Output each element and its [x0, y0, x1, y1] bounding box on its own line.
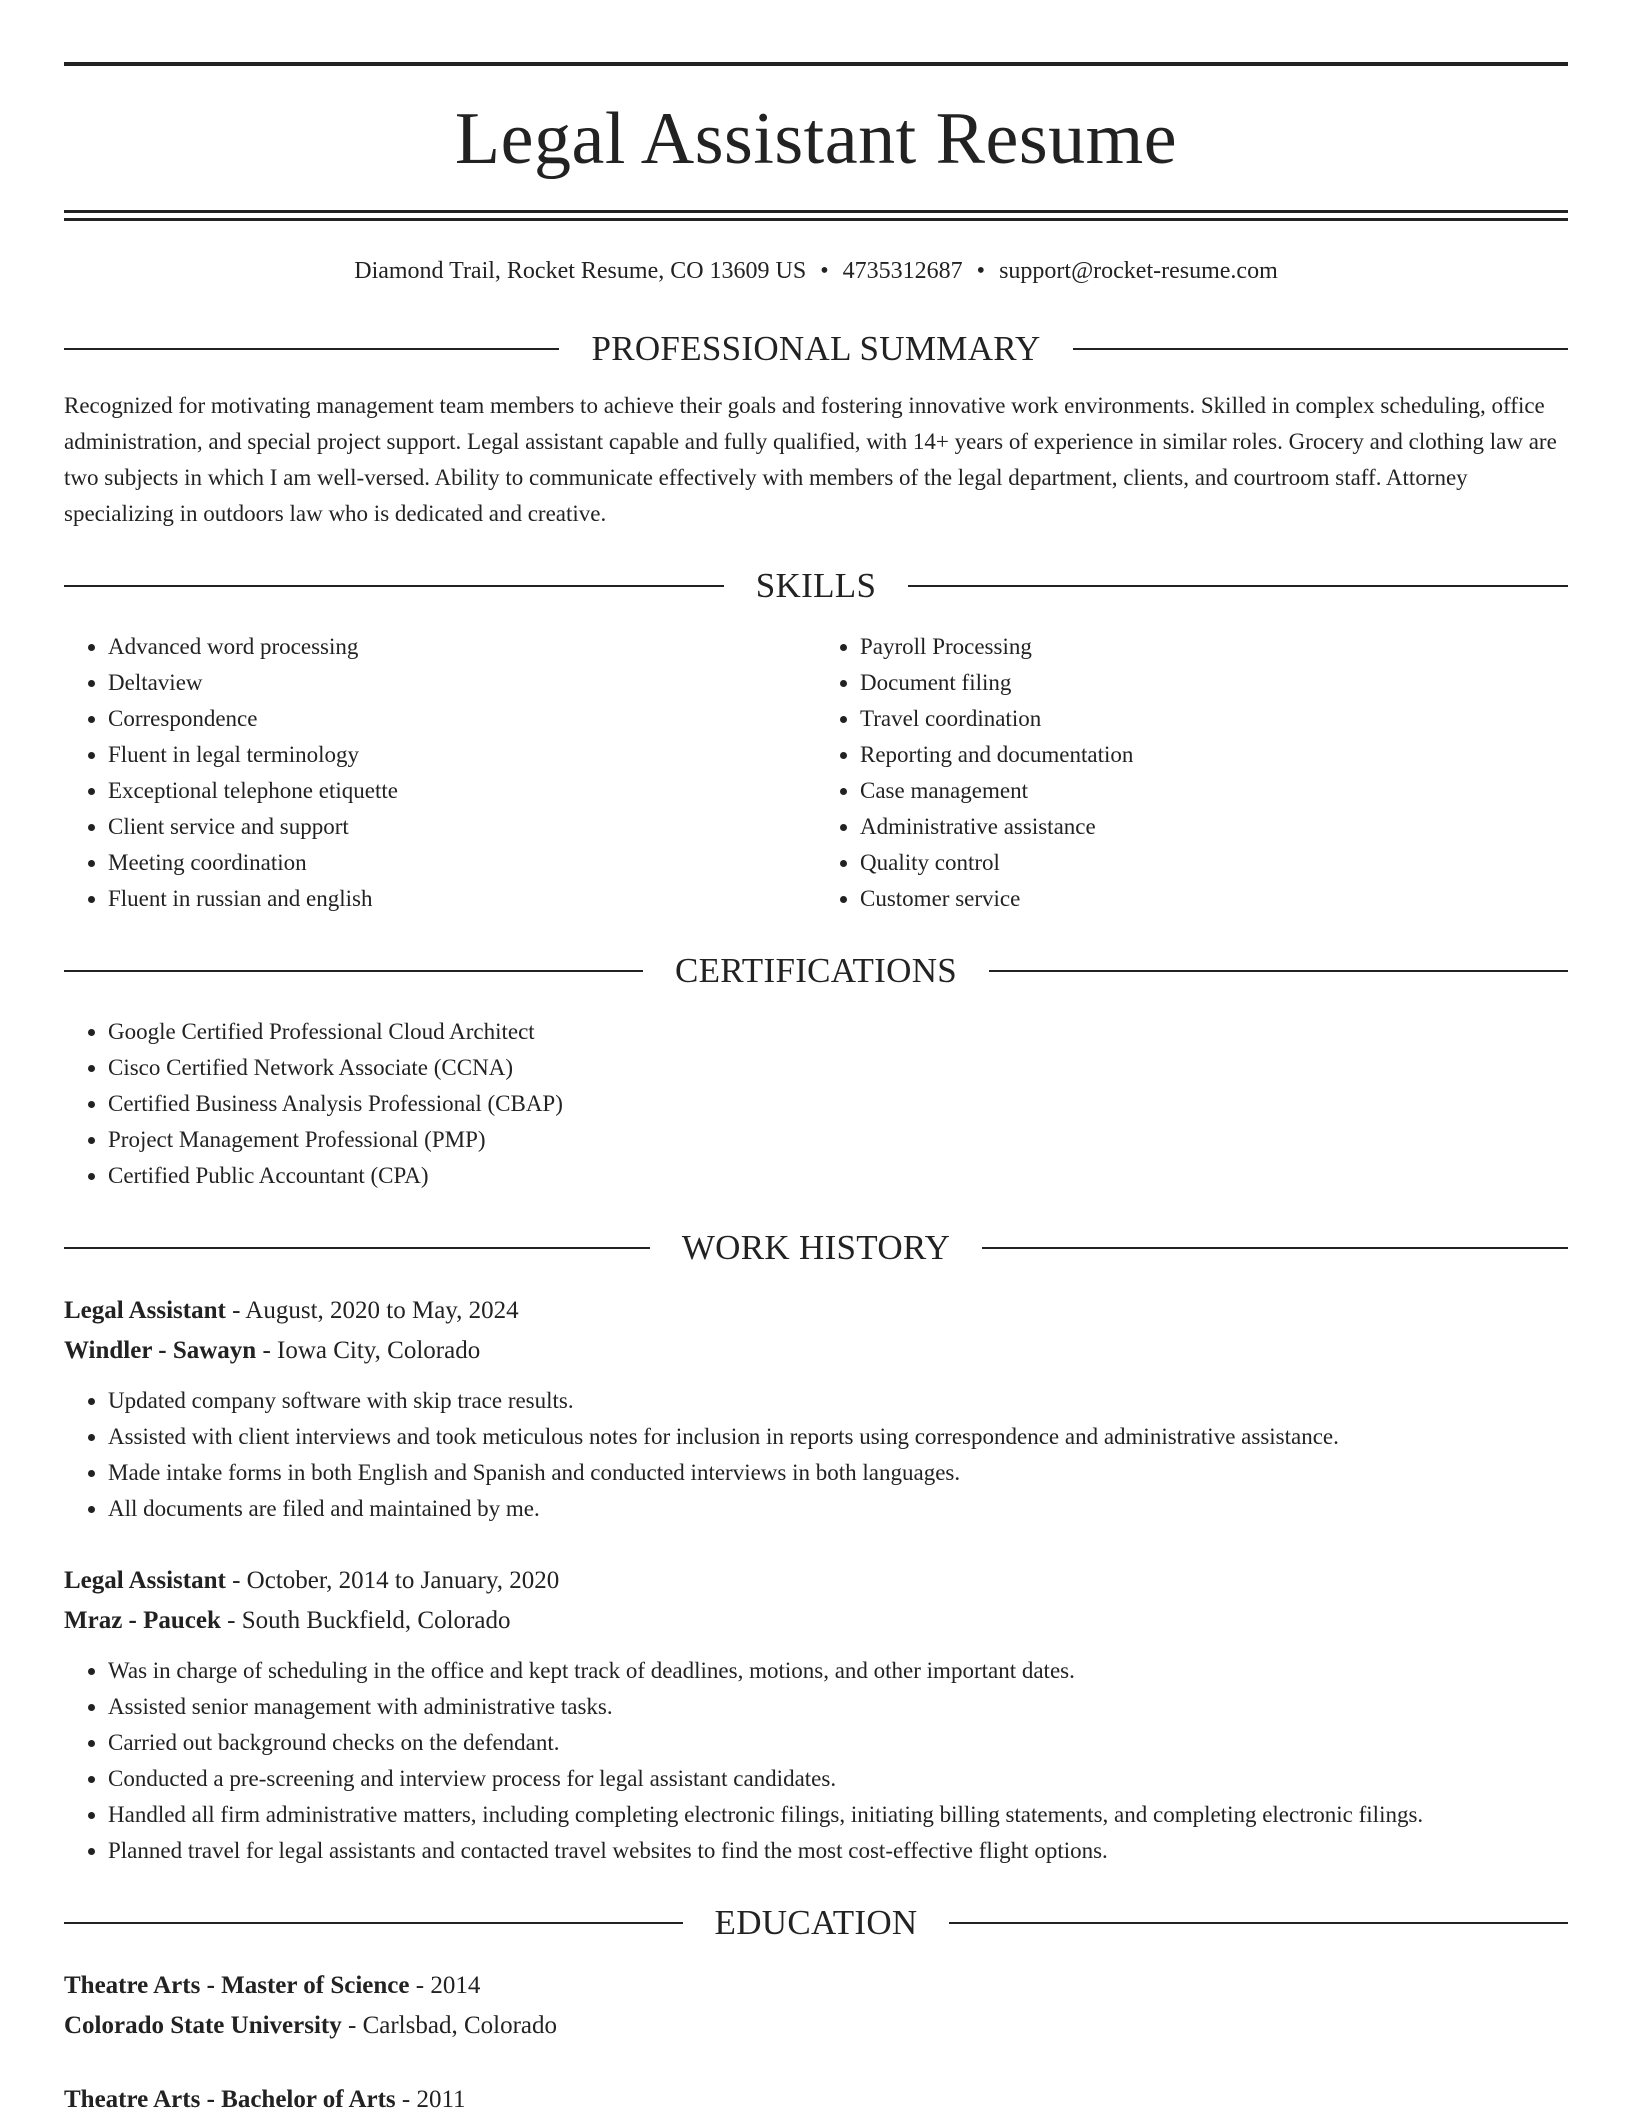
skill-item: • Travel coordination	[860, 701, 1568, 737]
education-degree: Theatre Arts - Master of Science	[64, 1972, 410, 1999]
phone: 4735312687	[842, 258, 963, 284]
section-title: EDUCATION	[714, 1903, 918, 1942]
certification-item: • Certified Public Accountant (CPA)	[108, 1158, 1568, 1194]
section-heading-summary	[64, 331, 1568, 366]
education-entry	[64, 2080, 1568, 2120]
skill-item: • Advanced word processing	[108, 629, 816, 665]
contact-line	[64, 259, 1568, 283]
heading-rule	[64, 1247, 650, 1249]
section-title: PROFESSIONAL SUMMARY	[591, 329, 1041, 368]
education-year: - 2011	[395, 2086, 466, 2113]
job-bullet: • All documents are filed and maintained by me.	[108, 1491, 1568, 1527]
job-bullet: • Was in charge of scheduling in the office and kept track of deadlines, motions, and other important dates.	[108, 1653, 1568, 1689]
section-heading-skills	[64, 568, 1568, 603]
skills-columns	[64, 629, 1568, 917]
job-bullets	[64, 1653, 1568, 1869]
heading-rule	[64, 348, 559, 350]
heading-rule	[982, 1247, 1568, 1249]
heading-rule	[1073, 348, 1568, 350]
summary-text: Recognized for motivating management team members to achieve their goals and fostering innovative work environments. Skilled in complex scheduling, office administration, and special project support. Legal assistant capable and fully qualified, with 14+ years of experience in similar roles. Grocery and clothing law are two subjects in which I am well-versed. Ability to communicate effectively with members of the legal department, clients, and courtroom staff. Attorney specializing in outdoors law who is dedicated and creative.	[64, 393, 1557, 526]
double-rule	[64, 210, 1568, 221]
skill-item: • Quality control	[860, 845, 1568, 881]
heading-rule	[949, 1922, 1568, 1924]
job-dates: - October, 2014 to January, 2020	[225, 1567, 560, 1594]
education-entry	[64, 1966, 1568, 2046]
education-school-line	[64, 2006, 1568, 2046]
job-entry	[64, 1561, 1568, 1869]
education-location: - Carlsbad, Colorado	[341, 2012, 557, 2039]
skill-item: • Fluent in legal terminology	[108, 737, 816, 773]
heading-rule	[64, 585, 724, 587]
skill-item: • Customer service	[860, 881, 1568, 917]
job-role: Legal Assistant	[64, 1567, 226, 1594]
section-heading-work-history	[64, 1230, 1568, 1265]
skill-item: • Reporting and documentation	[860, 737, 1568, 773]
section-heading-education	[64, 1905, 1568, 1940]
skill-item: • Administrative assistance	[860, 809, 1568, 845]
job-company: Windler - Sawayn	[64, 1337, 257, 1364]
skill-item: • Exceptional telephone etiquette	[108, 773, 816, 809]
job-bullet: • Carried out background checks on the defendant.	[108, 1725, 1568, 1761]
job-dates: - August, 2020 to May, 2024	[225, 1297, 519, 1324]
job-company-line	[64, 1601, 1568, 1641]
skill-item: • Fluent in russian and english	[108, 881, 816, 917]
skills-left-list	[64, 629, 816, 917]
job-bullet: • Made intake forms in both English and Spanish and conducted interviews in both languages.	[108, 1455, 1568, 1491]
skill-item: • Deltaview	[108, 665, 816, 701]
job-bullet: • Assisted senior management with administrative tasks.	[108, 1689, 1568, 1725]
job-bullet: • Updated company software with skip trace results.	[108, 1383, 1568, 1419]
top-rule	[64, 62, 1568, 66]
section-heading-certifications	[64, 953, 1568, 988]
job-bullet: • Handled all firm administrative matters, including completing electronic filings, initiating billing statements, and completing electronic filings.	[108, 1797, 1568, 1833]
heading-rule	[989, 970, 1568, 972]
email: support@rocket-resume.com	[999, 258, 1278, 284]
section-title: SKILLS	[755, 566, 877, 605]
job-bullet: • Assisted with client interviews and took meticulous notes for inclusion in reports using correspondence and administrative assistance.	[108, 1419, 1568, 1455]
certification-item: • Cisco Certified Network Associate (CCNA)	[108, 1050, 1568, 1086]
resume-title: Legal Assistant Resume	[454, 98, 1178, 180]
contact-separator: •	[820, 258, 829, 284]
contact-separator: •	[976, 258, 986, 284]
job-location: - South Buckfield, Colorado	[220, 1607, 511, 1634]
job-role: Legal Assistant	[64, 1297, 226, 1324]
skills-right-list	[816, 629, 1568, 917]
skill-item: • Document filing	[860, 665, 1568, 701]
skill-item: • Payroll Processing	[860, 629, 1568, 665]
certifications-list	[64, 1014, 1568, 1194]
heading-rule	[64, 970, 643, 972]
job-title-line	[64, 1561, 1568, 1601]
skill-item: • Meeting coordination	[108, 845, 816, 881]
certification-item: • Google Certified Professional Cloud Architect	[108, 1014, 1568, 1050]
certification-item: • Project Management Professional (PMP)	[108, 1122, 1568, 1158]
job-company-line	[64, 1331, 1568, 1371]
job-entry	[64, 1291, 1568, 1527]
job-title-line	[64, 1291, 1568, 1331]
job-bullet: • Planned travel for legal assistants and contacted travel websites to find the most cost-effective flight options.	[108, 1833, 1568, 1869]
education-year: - 2014	[409, 1972, 481, 1999]
skill-item: • Case management	[860, 773, 1568, 809]
heading-rule	[64, 1922, 683, 1924]
job-bullets	[64, 1383, 1568, 1527]
job-company: Mraz - Paucek	[64, 1607, 221, 1634]
heading-rule	[908, 585, 1568, 587]
section-title: WORK HISTORY	[681, 1228, 951, 1267]
skill-item: • Client service and support	[108, 809, 816, 845]
address: Diamond Trail, Rocket Resume, CO 13609 US	[354, 258, 807, 284]
job-location: - Iowa City, Colorado	[256, 1337, 481, 1364]
education-degree-line	[64, 2080, 1568, 2120]
skill-item: • Correspondence	[108, 701, 816, 737]
education-degree: Theatre Arts - Bachelor of Arts	[64, 2086, 396, 2113]
job-bullet: • Conducted a pre-screening and interview process for legal assistant candidates.	[108, 1761, 1568, 1797]
certification-item: • Certified Business Analysis Professional (CBAP)	[108, 1086, 1568, 1122]
education-degree-line	[64, 1966, 1568, 2006]
section-title: CERTIFICATIONS	[674, 951, 958, 990]
education-school: Colorado State University	[64, 2012, 342, 2039]
